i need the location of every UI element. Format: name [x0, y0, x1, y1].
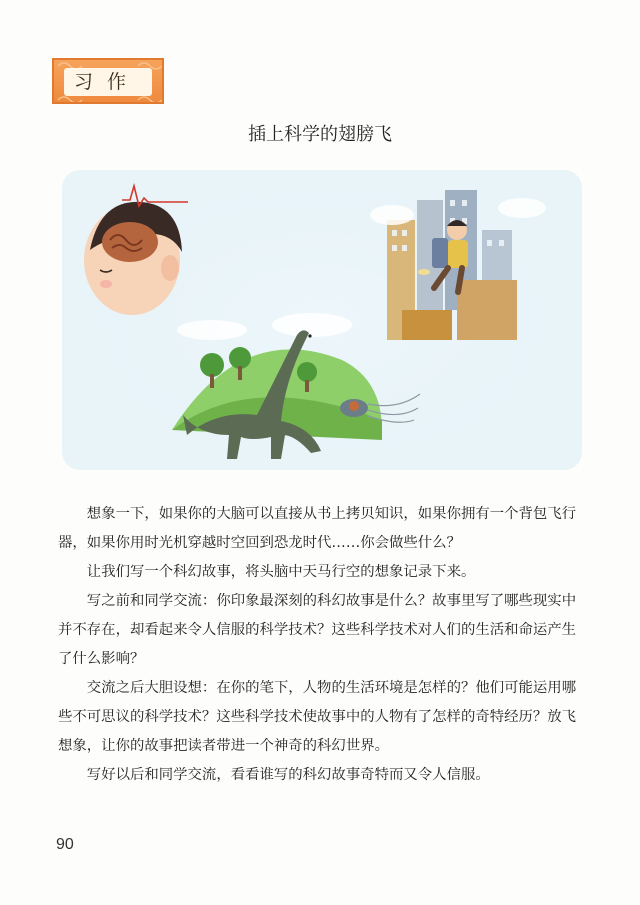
page-title: 插上科学的翅膀飞 [248, 124, 392, 145]
illustration [62, 160, 582, 480]
section-label: 习作 [64, 68, 152, 96]
paragraph: 交流之后大胆设想：在你的笔下，人物的生活环境是怎样的？他们可能运用哪些不可思议的科学技术？这些科学技术使故事中的人物有了怎样的奇特经历？放飞想象，让你的故事把读者带进一个神奇的科幻世界。 [58, 680, 577, 754]
paragraph: 让我们写一个科幻故事，将头脑中天马行空的想象记录下来。 [86, 564, 476, 580]
page-number: 90 [56, 836, 74, 853]
body-text [58, 500, 580, 790]
paragraph: 写之前和同学交流：你印象最深刻的科幻故事是什么？故事里写了哪些现实中并不存在，却看起来令人信服的科学技术？这些科学技术对人们的生活和命运产生了什么影响？ [58, 593, 577, 667]
paragraph: 想象一下，如果你的大脑可以直接从书上拷贝知识，如果你拥有一个背包飞行器，如果你用时光机穿越时空回到恐龙时代……你会做些什么？ [58, 506, 577, 551]
paragraph: 写好以后和同学交流，看看谁写的科幻故事奇特而又令人信服。 [86, 767, 490, 783]
section-tag [52, 58, 164, 104]
